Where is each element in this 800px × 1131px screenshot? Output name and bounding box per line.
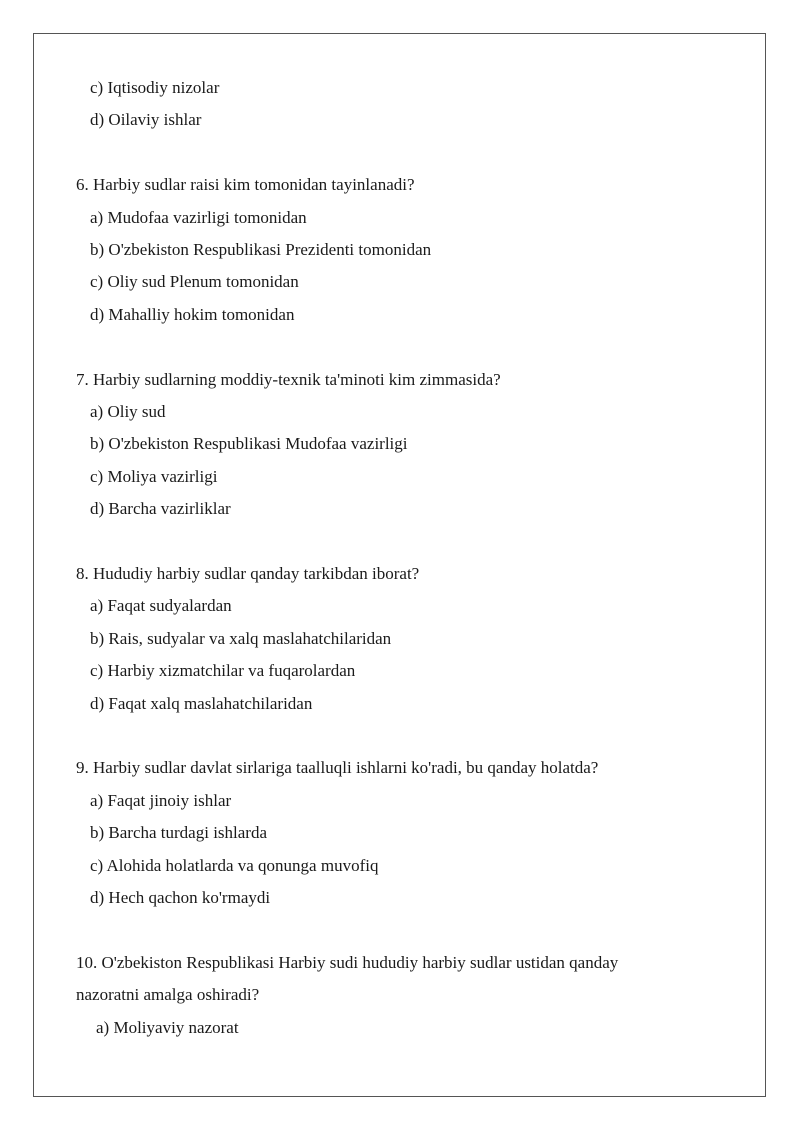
question-7 [76, 364, 716, 526]
question-10-text-line2: nazoratni amalga oshiradi? [76, 985, 260, 1005]
option-7a: a) Oliy sud [90, 402, 166, 422]
option-6d: d) Mahalliy hokim tomonidan [90, 304, 295, 324]
option-6c: c) Oliy sud Plenum tomonidan [90, 272, 299, 292]
question-9 [76, 752, 716, 914]
option-10a: a) Moliyaviy nazorat [96, 1017, 239, 1037]
question-8 [76, 558, 716, 720]
question-7-text: 7. Harbiy sudlarning moddiy-texnik ta'minoti kim zimmasida? [76, 369, 501, 389]
option-8a: a) Faqat sudyalardan [90, 596, 232, 616]
question-6-text: 6. Harbiy sudlar raisi kim tomonidan tayinlanadi? [76, 175, 415, 195]
question-8-text: 8. Hududiy harbiy sudlar qanday tarkibdan iborat? [76, 564, 420, 584]
option-6a: a) Mudofaa vazirligi tomonidan [90, 207, 307, 227]
option-8d: d) Faqat xalq maslahatchilaridan [90, 693, 313, 713]
option-5d: d) Oilaviy ishlar [90, 110, 202, 130]
option-5c: c) Iqtisodiy nizolar [90, 78, 220, 97]
option-8c: c) Harbiy xizmatchilar va fuqarolardan [90, 661, 356, 681]
question-9-text: 9. Harbiy sudlar davlat sirlariga taalluqli ishlarni ko'radi, bu qanday holatda? [76, 758, 599, 778]
option-7c: c) Moliya vazirligi [90, 466, 218, 486]
option-9a: a) Faqat jinoiy ishlar [90, 790, 232, 810]
option-8b: b) Rais, sudyalar va xalq maslahatchilaridan [90, 628, 392, 648]
question-10 [76, 947, 716, 1044]
document-body [76, 72, 716, 1044]
question-10-text-line1: 10. O'zbekiston Respublikasi Harbiy sudi hududiy harbiy sudlar ustidan qanday [76, 952, 619, 972]
question-6 [76, 169, 716, 331]
option-9d: d) Hech qachon ko'rmaydi [90, 888, 271, 908]
option-9c: c) Alohida holatlarda va qonunga muvofiq [90, 855, 379, 875]
option-6b: b) O'zbekiston Respublikasi Prezidenti tomonidan [90, 240, 432, 260]
option-7b: b) O'zbekiston Respublikasi Mudofaa vazirligi [90, 434, 408, 454]
question-5-options [76, 72, 716, 137]
option-7d: d) Barcha vazirliklar [90, 499, 231, 519]
option-9b: b) Barcha turdagi ishlarda [90, 823, 268, 843]
